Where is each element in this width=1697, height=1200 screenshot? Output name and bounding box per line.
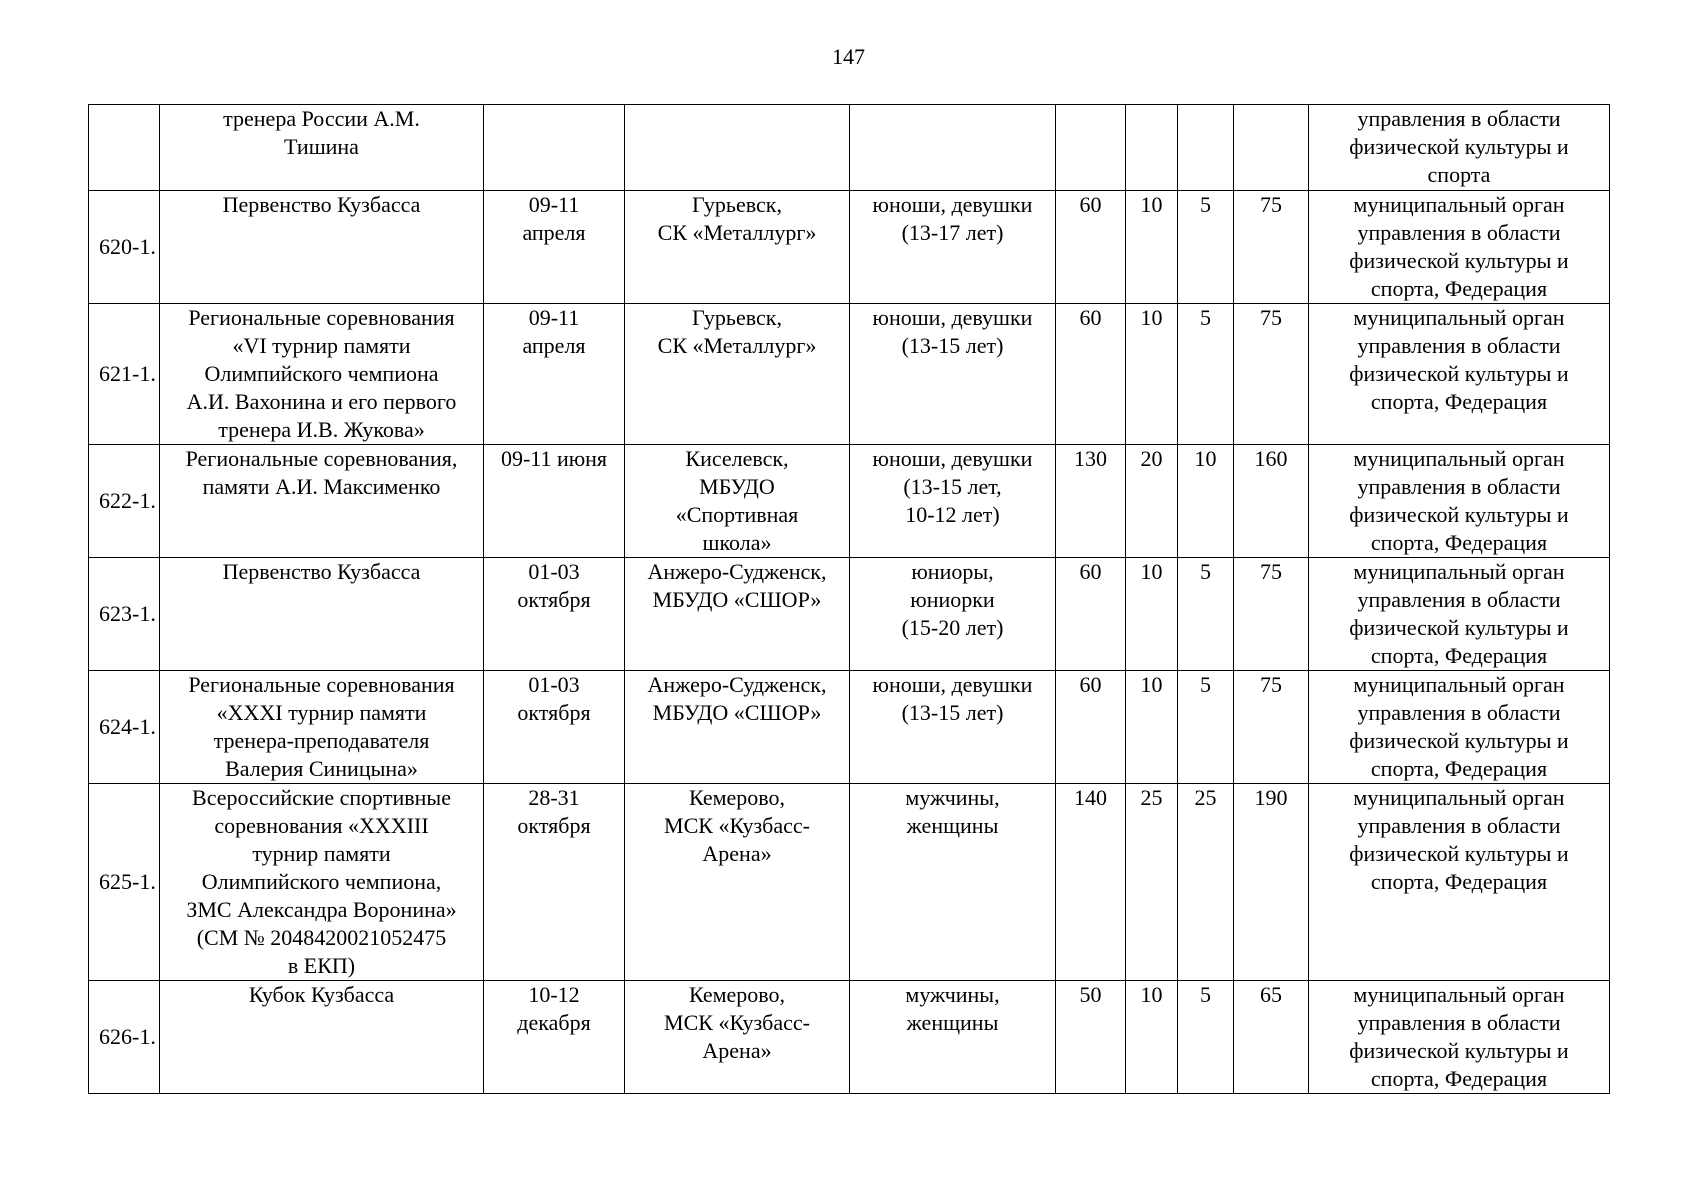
event-participants — [850, 105, 1056, 191]
event-dates — [484, 105, 625, 191]
event-name: Региональные соревнования «XXXI турнир памяти тренера-преподавателя Валерия Синицына» — [160, 671, 484, 784]
event-name: Первенство Кузбасса — [160, 191, 484, 304]
event-number: 625-1. — [89, 784, 160, 981]
athletes-count: 130 — [1056, 445, 1126, 558]
event-number: 624-1. — [89, 671, 160, 784]
event-participants: юниоры, юниорки (15-20 лет) — [850, 558, 1056, 671]
event-name: тренера России А.М. Тишина — [160, 105, 484, 191]
coaches-count: 10 — [1126, 981, 1178, 1094]
page-number: 147 — [832, 44, 865, 69]
total-count: 75 — [1234, 671, 1309, 784]
event-participants: мужчины, женщины — [850, 784, 1056, 981]
event-name: Всероссийские спортивные соревнования «XXXIII турнир памяти Олимпийского чемпиона, ЗМС Александра Воронина» (СМ № 2048420021052475 в ЕКП) — [160, 784, 484, 981]
event-dates: 09-11 апреля — [484, 304, 625, 445]
athletes-count: 140 — [1056, 784, 1126, 981]
event-place — [625, 105, 850, 191]
event-place: Киселевск, МБУДО «Спортивная школа» — [625, 445, 850, 558]
referees-count: 5 — [1178, 191, 1234, 304]
event-place: Кемерово, МСК «Кузбасс- Арена» — [625, 784, 850, 981]
total-count: 160 — [1234, 445, 1309, 558]
event-place: Анжеро-Судженск, МБУДО «СШОР» — [625, 558, 850, 671]
event-participants: юноши, девушки (13-15 лет, 10-12 лет) — [850, 445, 1056, 558]
athletes-count: 60 — [1056, 304, 1126, 445]
event-participants: юноши, девушки (13-15 лет) — [850, 304, 1056, 445]
event-name: Кубок Кузбасса — [160, 981, 484, 1094]
referees-count: 25 — [1178, 784, 1234, 981]
coaches-count: 25 — [1126, 784, 1178, 981]
event-organizer: муниципальный орган управления в области физической культуры и спорта, Федерация — [1309, 784, 1610, 981]
referees-count: 5 — [1178, 981, 1234, 1094]
referees-count: 10 — [1178, 445, 1234, 558]
athletes-count: 60 — [1056, 191, 1126, 304]
event-organizer: муниципальный орган управления в области физической культуры и спорта, Федерация — [1309, 981, 1610, 1094]
coaches-count — [1126, 105, 1178, 191]
event-number: 620-1. — [89, 191, 160, 304]
event-dates: 28-31 октября — [484, 784, 625, 981]
coaches-count: 10 — [1126, 558, 1178, 671]
total-count — [1234, 105, 1309, 191]
event-participants: юноши, девушки (13-15 лет) — [850, 671, 1056, 784]
coaches-count: 10 — [1126, 304, 1178, 445]
event-organizer: муниципальный орган управления в области физической культуры и спорта, Федерация — [1309, 191, 1610, 304]
event-organizer: муниципальный орган управления в области физической культуры и спорта, Федерация — [1309, 445, 1610, 558]
event-number — [89, 105, 160, 191]
events-table — [88, 104, 1610, 1094]
table-row — [89, 191, 1610, 304]
event-place: Кемерово, МСК «Кузбасс- Арена» — [625, 981, 850, 1094]
total-count: 75 — [1234, 191, 1309, 304]
total-count: 75 — [1234, 558, 1309, 671]
table-row — [89, 304, 1610, 445]
coaches-count: 10 — [1126, 671, 1178, 784]
athletes-count — [1056, 105, 1126, 191]
athletes-count: 60 — [1056, 558, 1126, 671]
total-count: 190 — [1234, 784, 1309, 981]
event-name: Региональные соревнования, памяти А.И. Максименко — [160, 445, 484, 558]
event-place: Гурьевск, СК «Металлург» — [625, 304, 850, 445]
table-row — [89, 558, 1610, 671]
event-name: Первенство Кузбасса — [160, 558, 484, 671]
table-row — [89, 445, 1610, 558]
event-number: 622-1. — [89, 445, 160, 558]
coaches-count: 10 — [1126, 191, 1178, 304]
event-name: Региональные соревнования «VI турнир памяти Олимпийского чемпиона А.И. Вахонина и его первого тренера И.В. Жукова» — [160, 304, 484, 445]
event-participants: юноши, девушки (13-17 лет) — [850, 191, 1056, 304]
coaches-count: 20 — [1126, 445, 1178, 558]
event-organizer: муниципальный орган управления в области физической культуры и спорта, Федерация — [1309, 558, 1610, 671]
event-place: Анжеро-Судженск, МБУДО «СШОР» — [625, 671, 850, 784]
event-organizer: муниципальный орган управления в области физической культуры и спорта, Федерация — [1309, 304, 1610, 445]
referees-count: 5 — [1178, 558, 1234, 671]
event-dates: 09-11 июня — [484, 445, 625, 558]
event-organizer: муниципальный орган управления в области физической культуры и спорта, Федерация — [1309, 671, 1610, 784]
event-dates: 01-03 октября — [484, 671, 625, 784]
event-dates: 01-03 октября — [484, 558, 625, 671]
event-place: Гурьевск, СК «Металлург» — [625, 191, 850, 304]
table-row — [89, 671, 1610, 784]
athletes-count: 60 — [1056, 671, 1126, 784]
total-count: 75 — [1234, 304, 1309, 445]
referees-count: 5 — [1178, 671, 1234, 784]
event-number: 623-1. — [89, 558, 160, 671]
event-participants: мужчины, женщины — [850, 981, 1056, 1094]
referees-count — [1178, 105, 1234, 191]
table-row — [89, 981, 1610, 1094]
event-organizer: управления в области физической культуры и спорта — [1309, 105, 1610, 191]
athletes-count: 50 — [1056, 981, 1126, 1094]
referees-count: 5 — [1178, 304, 1234, 445]
table-row — [89, 784, 1610, 981]
event-dates: 10-12 декабря — [484, 981, 625, 1094]
event-number: 626-1. — [89, 981, 160, 1094]
events-table-body — [89, 105, 1610, 1094]
event-number: 621-1. — [89, 304, 160, 445]
event-dates: 09-11 апреля — [484, 191, 625, 304]
table-row — [89, 105, 1610, 191]
total-count: 65 — [1234, 981, 1309, 1094]
